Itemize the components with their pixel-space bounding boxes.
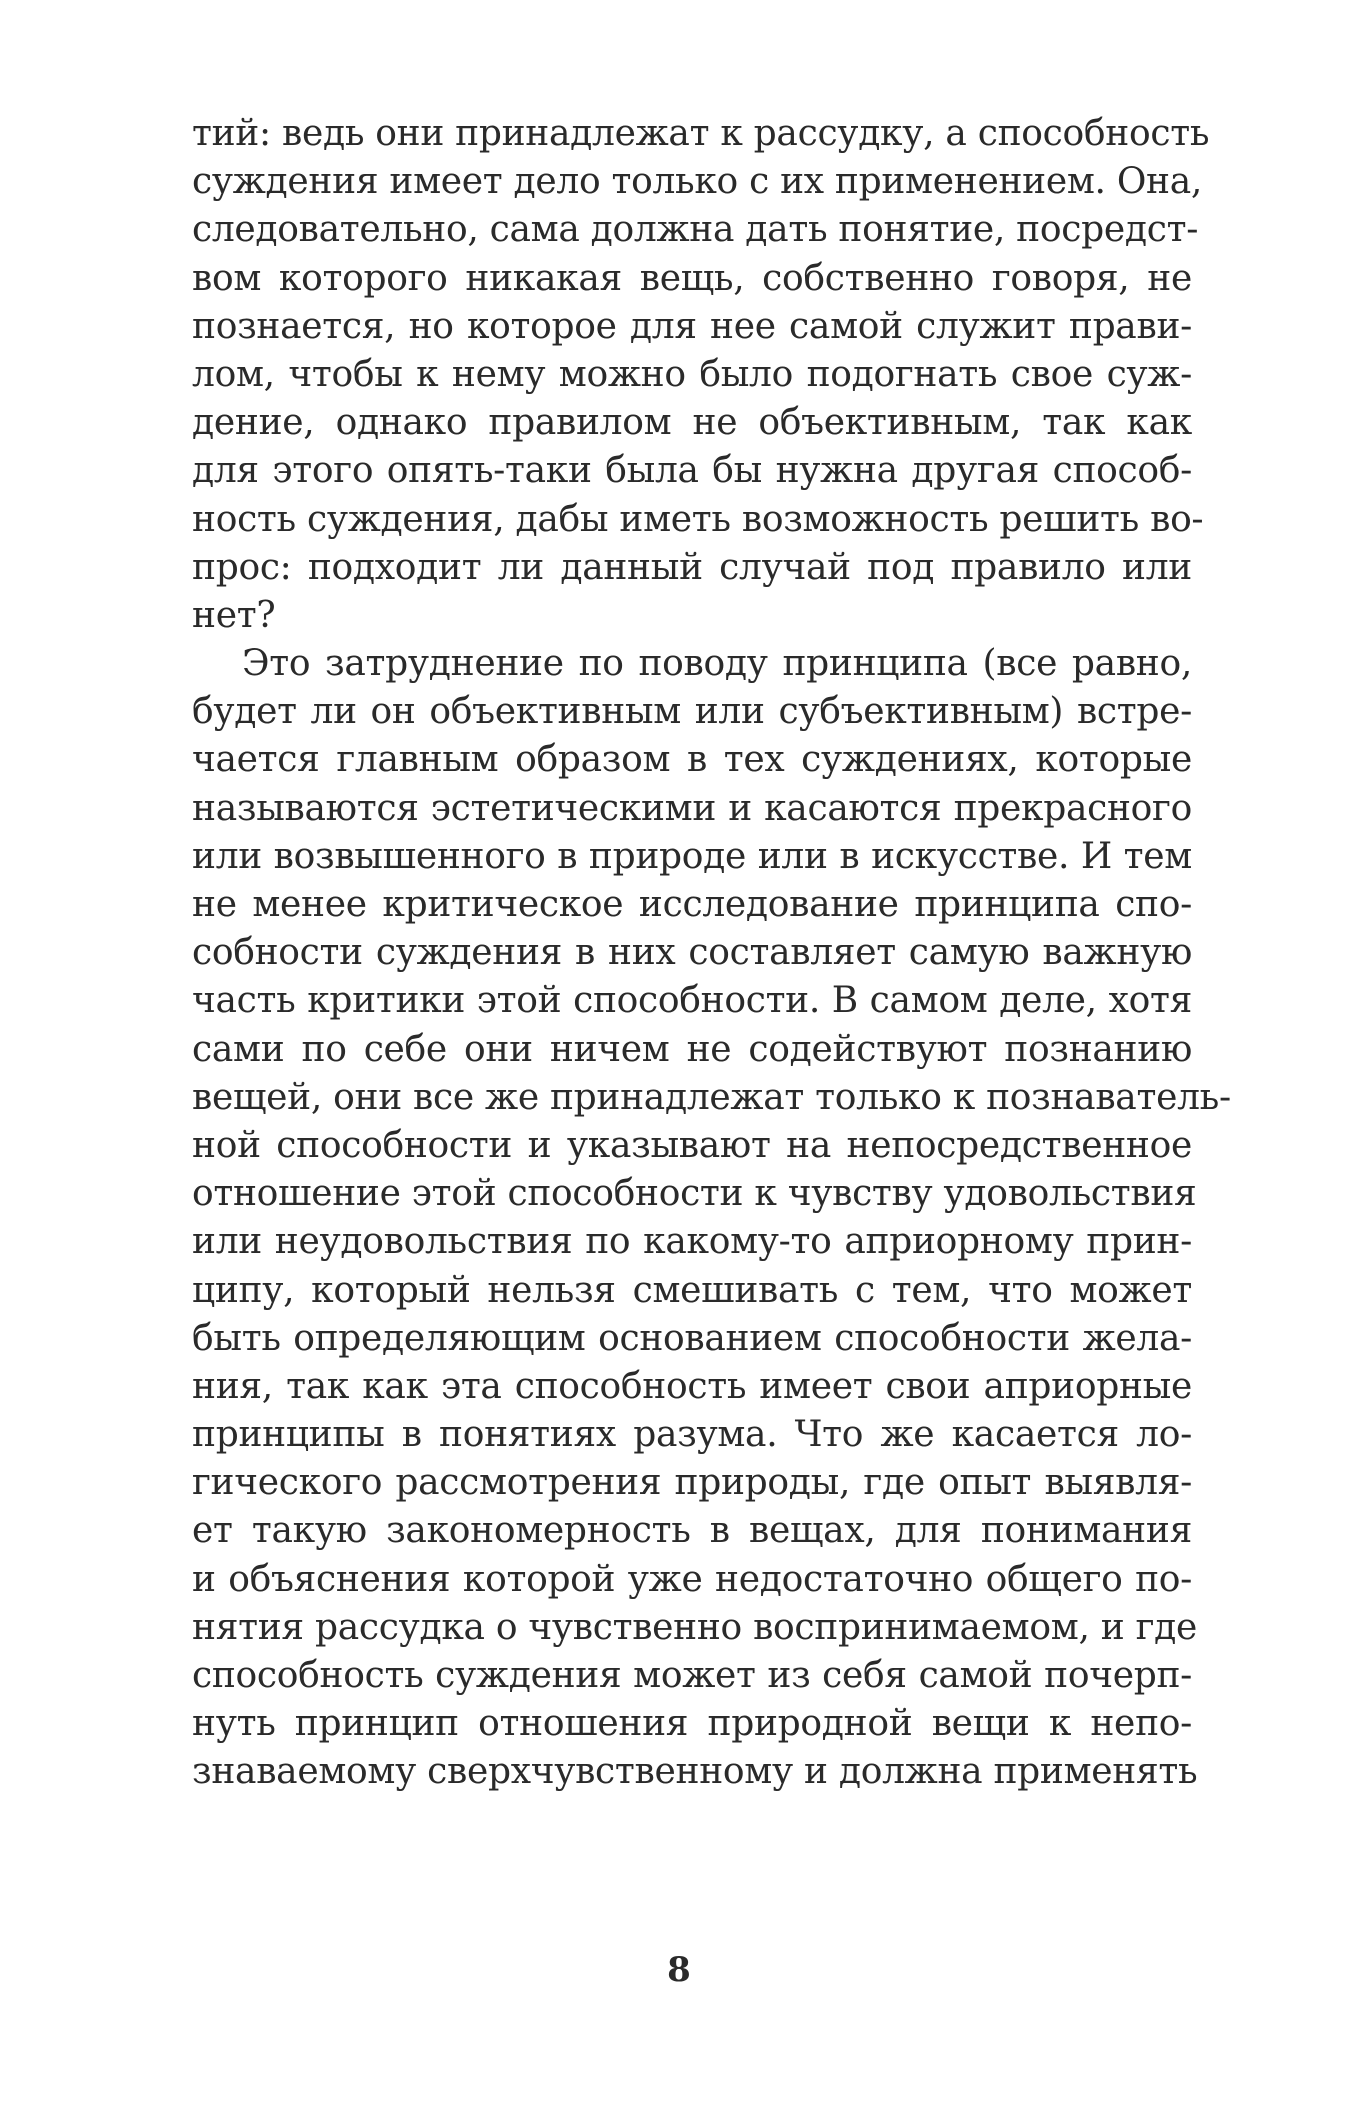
text-line: нет?	[192, 594, 276, 636]
text-line: суждения имеет дело только с их применением. Она,	[192, 161, 1203, 203]
text-line: и объяснения которой уже недостаточно общего по-	[192, 1558, 1192, 1600]
body-text	[192, 110, 1231, 1797]
text-line: лом, чтобы к нему можно было подогнать свое суж-	[192, 353, 1192, 395]
text-line: способность суждения может из себя самой почерп-	[192, 1655, 1192, 1696]
text-line: ет такую закономерность в вещах, для понимания	[192, 1510, 1192, 1552]
text-line: быть определяющим основанием способности жела-	[192, 1317, 1192, 1359]
text-line: Это затруднение по поводу принципа (все равно,	[242, 643, 1192, 685]
text-line: отношение этой способности к чувству удовольствия	[192, 1173, 1197, 1215]
text-line: собности суждения в них составляет самую важную	[192, 932, 1192, 974]
text-line: сами по себе они ничем не содействуют познанию	[192, 1028, 1192, 1070]
text-line: ния, так как эта способность имеет свои априорные	[192, 1365, 1192, 1407]
page-number: 8	[667, 1950, 691, 1990]
text-line: следовательно, сама должна дать понятие, посредст-	[192, 209, 1199, 251]
text-line: ной способности и указывают на непосредственное	[192, 1124, 1192, 1166]
text-line: ципу, который нельзя смешивать с тем, что может	[192, 1269, 1192, 1311]
text-line: тий: ведь они принадлежат к рассудку, а способность	[192, 113, 1210, 154]
text-line: будет ли он объективным или субъективным) встре-	[192, 691, 1192, 733]
text-line: часть критики этой способности. В самом деле, хотя	[192, 980, 1192, 1022]
text-line: для этого опять-таки была бы нужна другая способ-	[192, 450, 1192, 492]
text-line: прос: подходит ли данный случай под правило или	[192, 546, 1192, 588]
text-line: не менее критическое исследование принципа спо-	[192, 884, 1192, 925]
text-line: вещей, они все же принадлежат только к познаватель-	[192, 1076, 1231, 1118]
text-line: вом которого никакая вещь, собственно говоря, не	[192, 257, 1192, 299]
text-line: или возвышенного в природе или в искусстве. И тем	[192, 835, 1192, 877]
text-line: или неудовольствия по какому-то априорному прин-	[192, 1221, 1192, 1263]
text-line: гического рассмотрения природы, где опыт выявля-	[192, 1462, 1192, 1504]
paragraph	[192, 110, 1210, 640]
paragraph	[192, 640, 1231, 1797]
text-line: нятия рассудка о чувственно воспринимаемом, и где	[192, 1606, 1198, 1648]
text-line: познается, но которое для нее самой служит прави-	[192, 305, 1192, 347]
text-line: ность суждения, дабы иметь возможность решить во-	[192, 498, 1204, 540]
text-line: нуть принцип отношения природной вещи к непо-	[192, 1703, 1192, 1745]
text-line: знаваемому сверхчувственному и должна применять	[192, 1751, 1198, 1793]
text-line: чается главным образом в тех суждениях, которые	[192, 739, 1192, 781]
text-line: дение, однако правилом не объективным, так как	[192, 402, 1192, 444]
text-line: принципы в понятиях разума. Что же касается ло-	[192, 1414, 1192, 1456]
text-line: называются эстетическими и касаются прекрасного	[192, 787, 1192, 829]
